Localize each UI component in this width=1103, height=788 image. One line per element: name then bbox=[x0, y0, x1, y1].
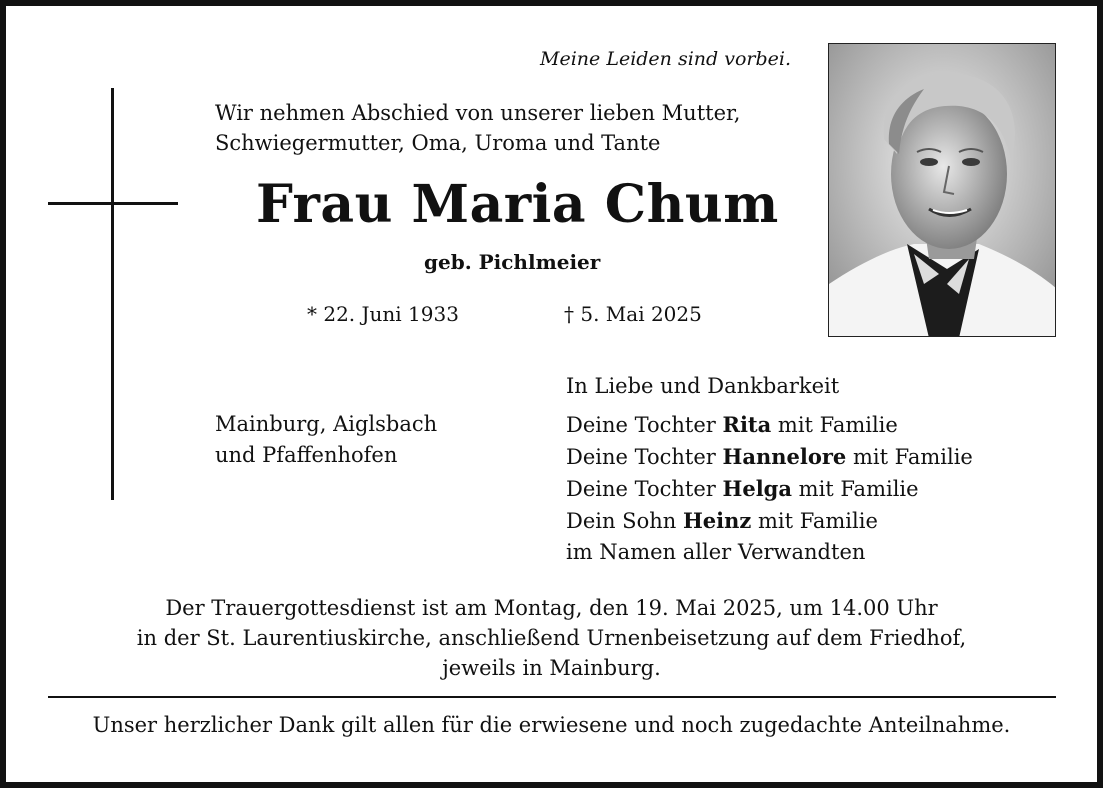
mourners-list bbox=[566, 409, 973, 568]
mourner-suffix: mit Familie bbox=[751, 509, 878, 533]
motto: Meine Leiden sind vorbei. bbox=[540, 48, 791, 70]
mourners-closing-line: im Namen aller Verwandten bbox=[566, 540, 866, 564]
portrait-photo bbox=[828, 43, 1056, 337]
divider bbox=[48, 696, 1056, 698]
mourner-name: Heinz bbox=[682, 508, 752, 533]
place-of-residence bbox=[215, 409, 437, 471]
cross-icon-vertical bbox=[111, 88, 114, 500]
portrait-image bbox=[829, 44, 1056, 337]
mourner-relation: Deine Tochter bbox=[566, 413, 723, 437]
intro-line-2: Schwiegermutter, Oma, Uroma und Tante bbox=[215, 131, 661, 155]
mourner-entry bbox=[566, 441, 973, 473]
place-line-1: Mainburg, Aiglsbach bbox=[215, 412, 438, 436]
intro-text bbox=[215, 98, 740, 158]
mourner-entry bbox=[566, 409, 973, 441]
mourner-name: Rita bbox=[722, 412, 772, 437]
mourner-suffix: mit Familie bbox=[846, 445, 973, 469]
mourner-name: Hannelore bbox=[722, 444, 847, 469]
maiden-name: geb. Pichlmeier bbox=[424, 250, 601, 274]
mourner-name: Helga bbox=[722, 476, 792, 501]
mourner-entry bbox=[566, 473, 973, 505]
mourner-relation: Deine Tochter bbox=[566, 477, 723, 501]
mourner-relation: Deine Tochter bbox=[566, 445, 723, 469]
mourners-heading: In Liebe und Dankbarkeit bbox=[566, 374, 840, 398]
service-line-3: jeweils in Mainburg. bbox=[442, 656, 661, 680]
mourner-relation: Dein Sohn bbox=[566, 509, 683, 533]
service-line-1: Der Trauergottesdienst ist am Montag, den 19. Mai 2025, um 14.00 Uhr bbox=[165, 596, 938, 620]
cross-icon-horizontal bbox=[48, 202, 178, 205]
mourner-suffix: mit Familie bbox=[791, 477, 919, 501]
mourner-entry bbox=[566, 505, 973, 537]
deceased-name: Frau Maria Chum bbox=[256, 174, 779, 235]
funeral-service-info bbox=[6, 593, 1097, 683]
death-date: † 5. Mai 2025 bbox=[564, 302, 702, 326]
mourner-suffix: mit Familie bbox=[771, 413, 898, 437]
place-line-2: und Pfaffenhofen bbox=[215, 443, 398, 467]
closing-thanks: Unser herzlicher Dank gilt allen für die erwiesene und noch zugedachte Anteilnahme. bbox=[92, 713, 1011, 737]
intro-line-1: Wir nehmen Abschied von unserer lieben Mutter, bbox=[215, 101, 741, 125]
birth-date: * 22. Juni 1933 bbox=[307, 302, 459, 326]
service-line-2: in der St. Laurentiuskirche, anschließend Urnenbeisetzung auf dem Friedhof, bbox=[136, 626, 967, 650]
